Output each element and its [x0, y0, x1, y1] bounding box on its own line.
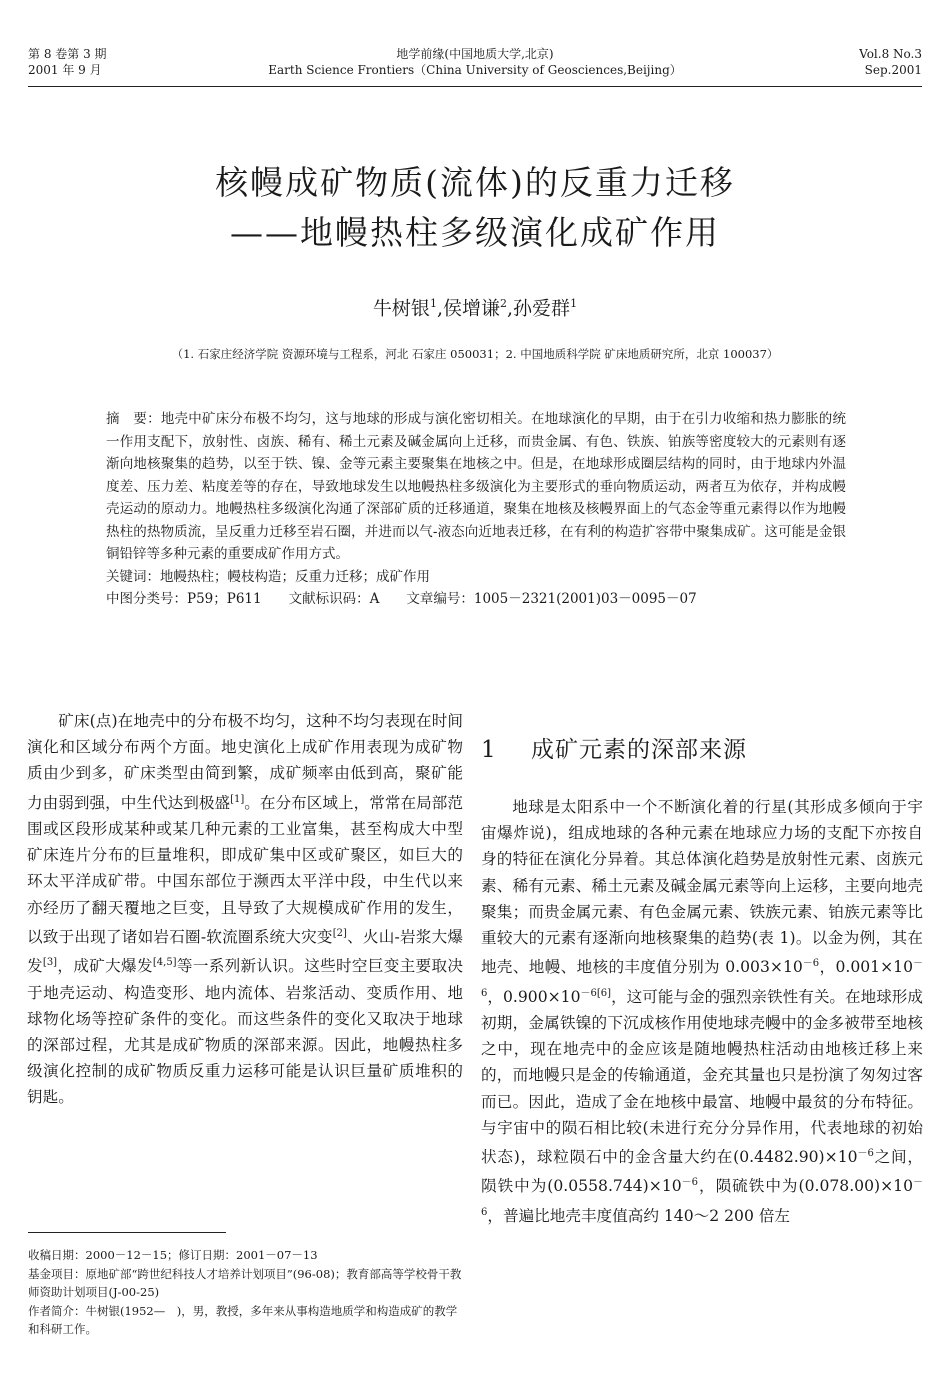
- citation-2: [2]: [332, 927, 347, 939]
- intro-paragraph: [27, 708, 463, 1111]
- header-date-en: Sep.2001: [864, 63, 922, 77]
- doc-code-label: 文献标识码：: [288, 591, 370, 607]
- intro-text-b: 。在分布区域上，常常在局部范围或区段形成某种或某几种元素的工业富集，甚至构成大中型矿床连片分布的巨量堆积，即成矿集中区或矿聚区，如巨大的环太平洋成矿带。中国东部位于濒西太平洋中段，中生代以来亦经历了翻天覆地之巨变，且导致了大规模成矿作用的发生，以致于出现了诸如岩石圈-软流圈系统大灾变: [27, 793, 463, 946]
- author-1-affil: 1: [429, 297, 437, 310]
- intro-text-c: 、火山-岩浆大爆发: [27, 928, 463, 976]
- author-sep-1: ,: [436, 297, 443, 320]
- s1-text-e: 之间，陨铁中为(0.0558.744)×10: [481, 1148, 923, 1196]
- intro-text-a: 矿床(点)在地壳中的分布极不均匀，这种不均匀表现在时间演化和区域分布两个方面。地史演化上成矿作用表现为成矿物质由少到多，矿床类型由简到繁，成矿频率由低到高，聚矿能力由弱到强，中生代达到极盛: [27, 712, 463, 812]
- author-3: 孙爱群: [513, 297, 571, 320]
- paper-title: [0, 158, 950, 258]
- keywords-text: 地幔热柱；幔枝构造；反重力迁移；成矿作用: [160, 568, 430, 585]
- intro-text-e: 等一系列新认识。这些时空巨变主要取决于地壳运动、构造变形、地内流体、岩浆活动、变质作用、地球物化场等控矿条件的变化。而这些条件的变化又取决于地球的深部过程，尤其是成矿物质的深部来源。因此，地幔热柱多级演化控制的成矿物质反重力运移可能是认识巨量矿质堆积的钥匙。: [27, 957, 463, 1107]
- section-1-title: 成矿元素的深部来源: [531, 737, 747, 763]
- footnote-funding: 基金项目：原地矿部“跨世纪科技人才培养计划项目”(96-08)；教育部高等学校骨干教师资助计划项目(J-00-25): [28, 1266, 462, 1299]
- header-date: 2001 年 9 月: [28, 63, 102, 77]
- s1-text-f: ，陨硫铁中为(0.078.00)×10: [698, 1177, 913, 1196]
- intro-text-d: ，成矿大爆发: [57, 957, 153, 976]
- header-vol-no: Vol.8 No.3: [859, 47, 922, 61]
- abstract-label: 摘 要：: [106, 411, 161, 427]
- author-sep-2: ,: [507, 297, 514, 320]
- footnote-rule: [28, 1232, 226, 1233]
- author-list: [0, 290, 950, 322]
- affiliations: （1. 石家庄经济学院 资源环境与工程系，河北 石家庄 050031；2. 中国地质科学院 矿床地质研究所，北京 100037）: [171, 347, 779, 361]
- exp-3: －6: [580, 987, 597, 999]
- exp-4: －6: [857, 1148, 874, 1160]
- section-1-heading: [481, 730, 923, 770]
- section-1-paragraph: [481, 794, 923, 1229]
- s1-text-a: 地球是太阳系中一个不断演化着的行星(其形成多倾向于宇宙爆炸说)，组成地球的各种元素在地球应力场的支配下亦按自身的特征在演化分异着。其总体演化趋势是放射性元素、卤族元素、稀有元素、稀土元素及碱金属元素等向上运移，主要向地壳聚集；而贵金属元素、有色金属元素、铁族元素、铂族元素等比重较大的元素有逐渐向地核聚集的趋势(表 1)。以金为例，其在地壳、地幔、地核的丰度值分别为 0.003×10: [481, 798, 923, 977]
- s1-text-d: ，这可能与金的强烈亲铁性有关。在地球形成初期，金属铁镍的下沉成核作用使地球壳幔中的金多被带至地核之中，现在地壳中的金应该是随地幔热柱活动由地核迁移上来的，而地幔只是金的传输通道，金充其量也只是扮演了匆匆过客而已。因此，造成了金在地核中最富、地幔中最贫的分布特征。与宇宙中的陨石相比较(未进行充分分异作用，代表地球的初始状态)，球粒陨石中的金含量大约在(0.4482.90)×10: [481, 987, 923, 1167]
- footnote-author-bio: 作者简介：牛树银(1952— )，男，教授，多年来从事构造地质学和构造成矿的教学和科研工作。: [28, 1303, 458, 1336]
- exp-5: －6: [681, 1177, 699, 1189]
- title-line-2: ——地幔热柱多级演化成矿作用: [230, 213, 720, 252]
- abstract-paragraph: [106, 408, 846, 566]
- author-3-affil: 1: [570, 297, 578, 310]
- header-journal-cn: 地学前缘(中国地质大学,北京): [396, 47, 554, 61]
- author-1: 牛树银: [372, 297, 430, 320]
- body-column-left: [27, 708, 463, 1111]
- citation-1: [1]: [230, 793, 245, 805]
- exp-6: －6: [481, 1177, 923, 1218]
- footnotes: [28, 1246, 464, 1339]
- article-no-value: 1005－2321(2001)03－0095－07: [473, 591, 697, 607]
- doc-code-value: A: [369, 591, 380, 607]
- s1-text-g: ，普遍比地壳丰度值高约 140～2 200 倍左: [487, 1206, 791, 1225]
- section-1-number: 1: [481, 737, 497, 763]
- keywords-label: 关键词：: [106, 568, 160, 585]
- abstract-block: [106, 408, 846, 611]
- author-2: 侯增谦: [442, 297, 500, 320]
- header-journal-en: Earth Science Frontiers（China University of Geosciences,Beijing）: [268, 63, 682, 77]
- article-no-label: 文章编号：: [406, 591, 474, 607]
- header-volume: 第 8 卷第 3 期: [28, 47, 107, 61]
- author-2-affil: 2: [500, 297, 507, 310]
- s1-text-c: ，0.900×10: [487, 987, 581, 1006]
- clc-label: 中图分类号：: [106, 591, 187, 607]
- header-volume-en: [859, 46, 922, 78]
- citation-3: [3]: [42, 957, 58, 969]
- keywords-line: [106, 566, 846, 589]
- title-line-1: 核幔成矿物质(流体)的反重力迁移: [215, 163, 735, 202]
- abstract-text: 地壳中矿床分布极不均匀，这与地球的形成与演化密切相关。在地球演化的早期，由于在引力收缩和热力膨胀的统一作用支配下，放射性、卤族、稀有、稀土元素及碱金属向上迁移，而贵金属、有色、铁族、铂族等密度较大的元素则有逐渐向地核聚集的趋势，以至于铁、镍、金等元素主要聚集在地核之中。但是，在地球形成圈层结构的同时，由于地球内外温度差、压力差、粘度差等的存在，导致地球发生以地幔热柱多级演化为主要形式的垂向物质运动，两者互为依存，并构成幔壳运动的原动力。地幔热柱多级演化沟通了深部矿质的迁移通道，聚集在地核及核幔界面上的气态金等重元素得以作为地幔热柱的热物质流，呈反重力迁移至岩石圈，并进而以气-液态向近地表迁移，在有利的构造扩容带中聚集成矿。这可能是金银铜铅锌等多种元素的重要成矿作用方式。: [106, 411, 847, 562]
- clc-value: P59；P611: [187, 591, 262, 607]
- citation-4-5: [4,5]: [152, 957, 177, 969]
- running-header: [28, 46, 922, 90]
- exp-2: －6: [481, 958, 923, 999]
- classification-line: [106, 588, 846, 611]
- footnote-dates: 收稿日期：2000－12－15；修订日期：2001－07－13: [28, 1248, 318, 1262]
- header-journal: [28, 46, 922, 78]
- citation-6: [6]: [596, 987, 612, 999]
- s1-text-b: ，0.001×10: [819, 958, 913, 977]
- header-rule: [28, 86, 922, 87]
- body-column-right: [481, 730, 923, 1229]
- exp-1: －6: [802, 958, 820, 970]
